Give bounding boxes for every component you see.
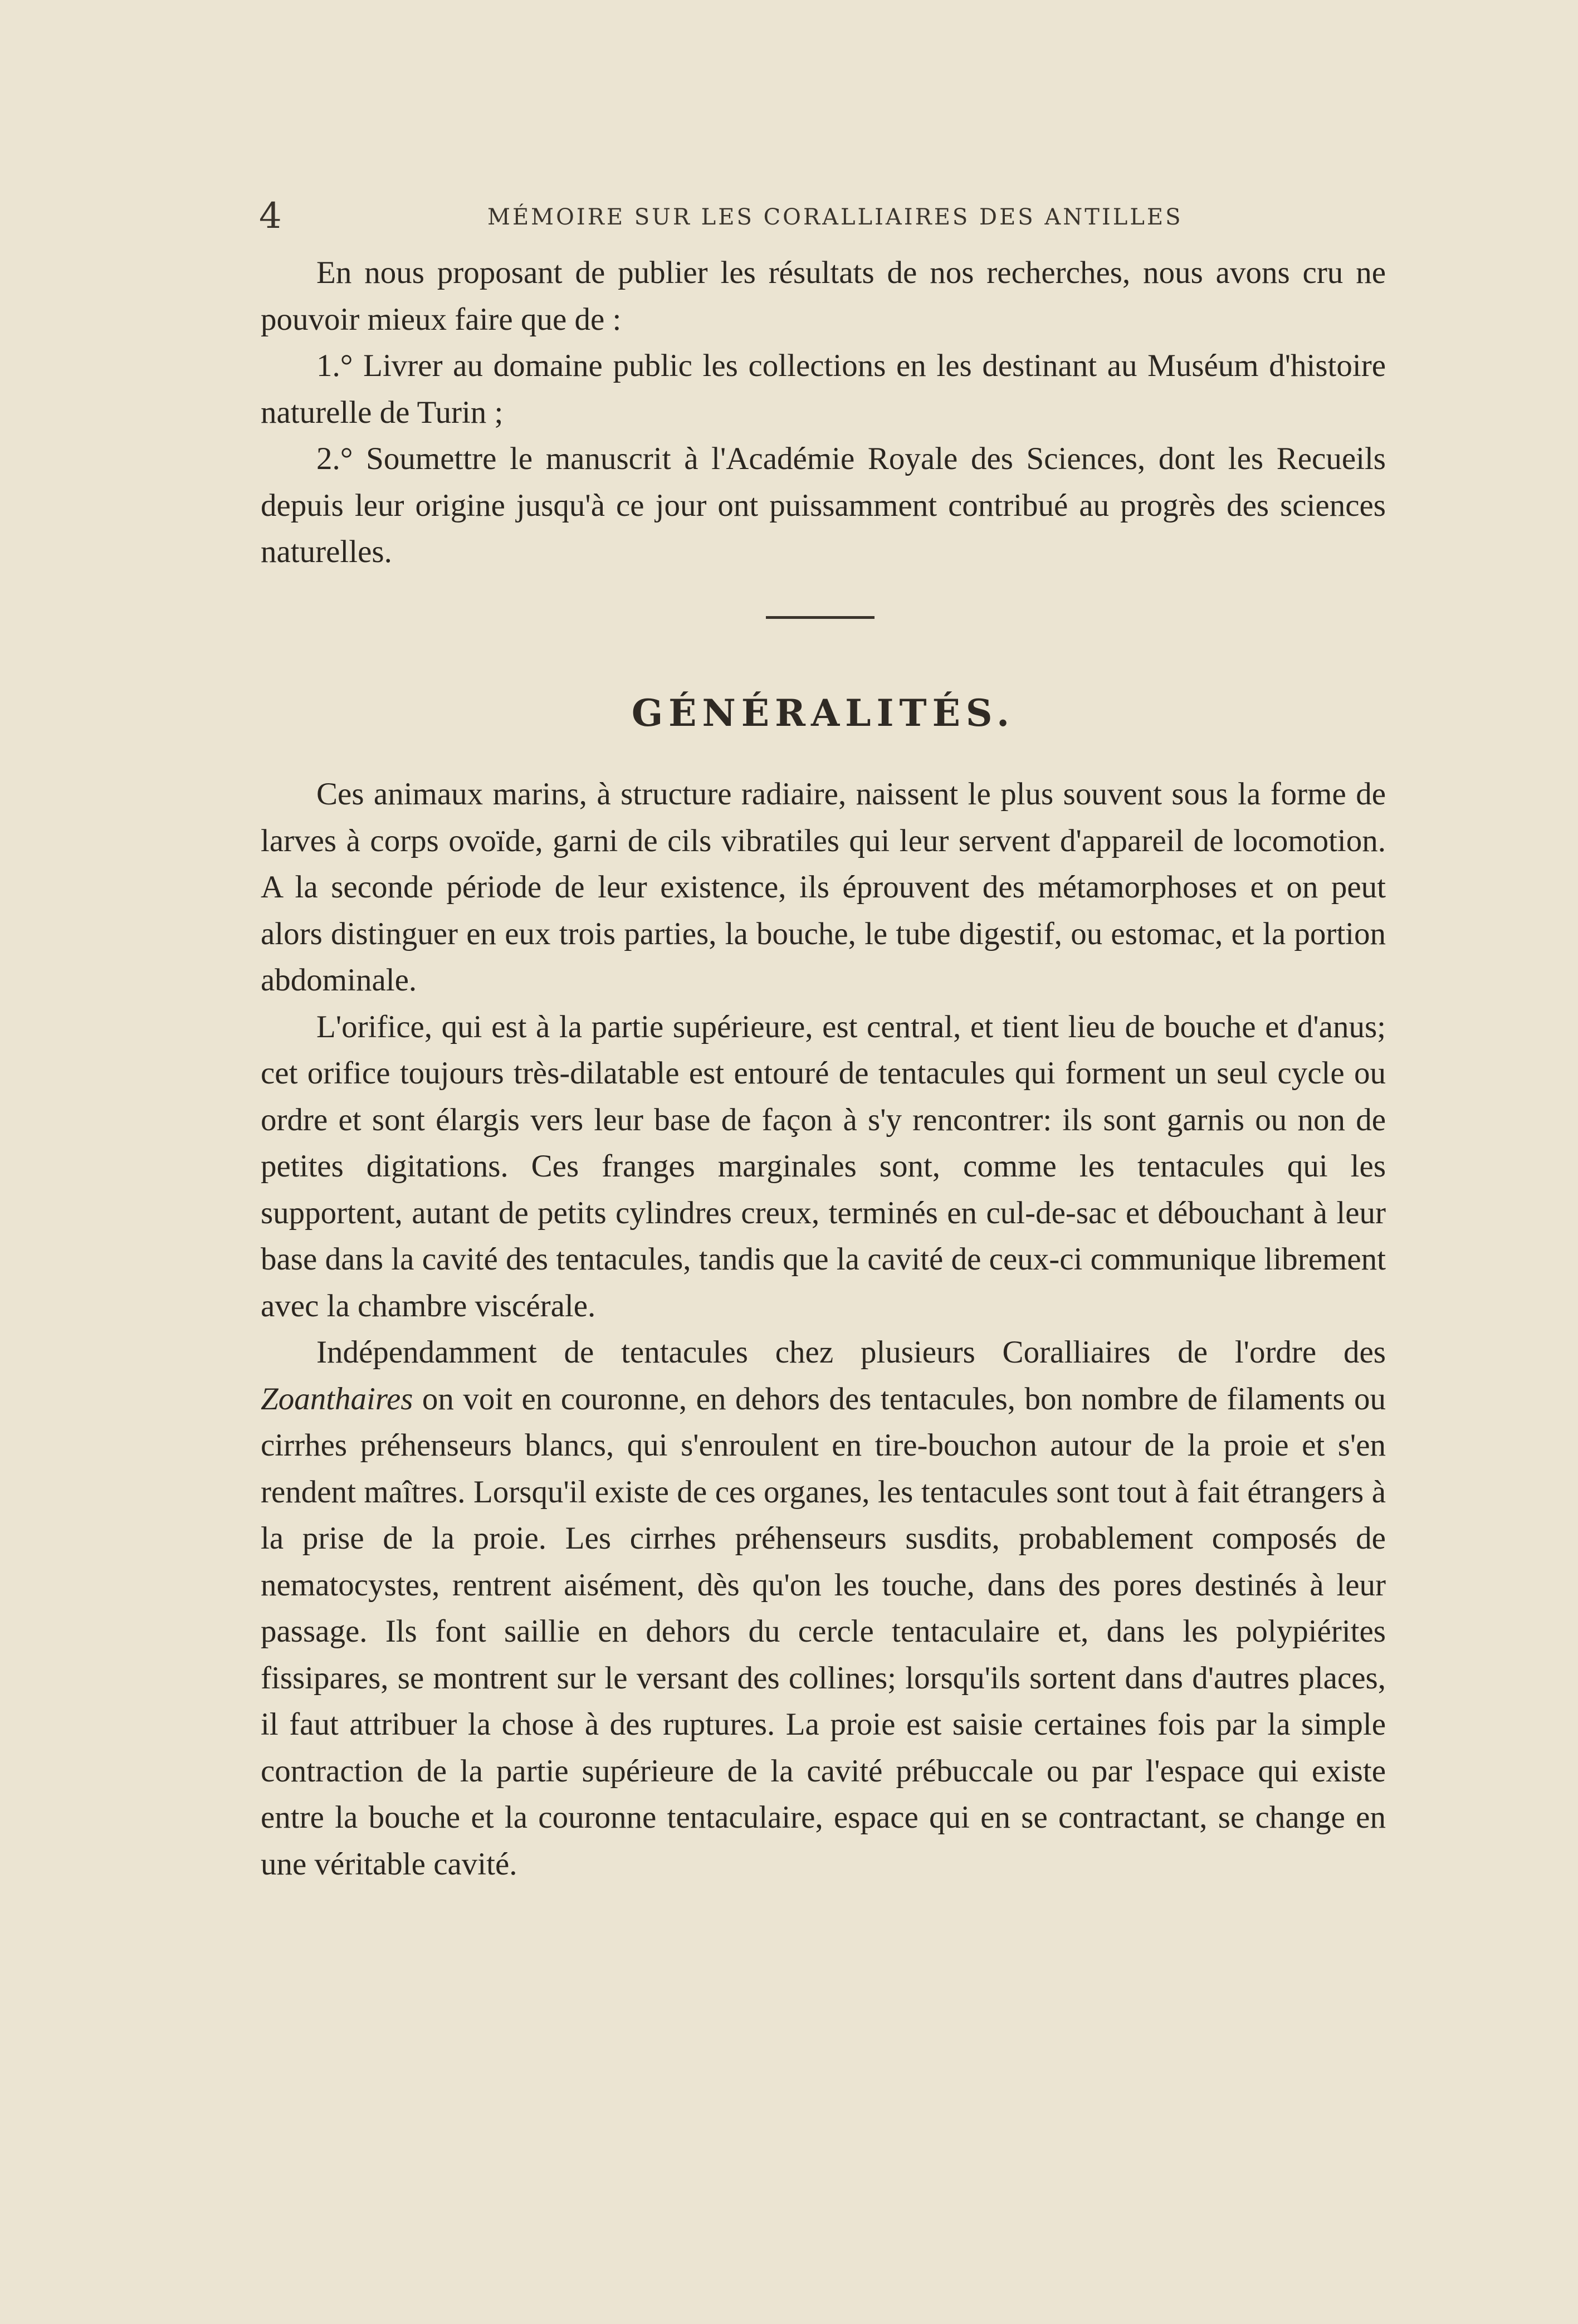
taxon-name-italic: Zoanthaires: [261, 1381, 413, 1417]
page-header: [253, 194, 1384, 238]
body-paragraph-2: L'orifice, qui est à la partie supérieure, est central, et tient lieu de bouche et d'anus; cet orifice toujours très-dilatable est entouré de tentacules qui forment un seul cycle ou ordre et sont élargis vers leur base de façon à s'y rencontrer: ils sont garnis ou non de petites digitations. Ces franges marginales sont, comme les tentacules qui les supportent, autant de petits cylindres creux, terminés en cul-de-sac et débouchant à leur base dans la cavité des tentacules, tandis que la cavité de ceux-ci communique librement avec la chambre viscérale.: [261, 1009, 1386, 1324]
intro-text: [261, 250, 1386, 575]
body-paragraph-3-start: Indépendamment de tentacules chez plusieurs Coralliaires de l'ordre des: [316, 1335, 1386, 1370]
section-heading: GÉNÉRALITÉS.: [631, 691, 1015, 735]
body-paragraph-3: [261, 1329, 1386, 1887]
section-divider: [766, 616, 875, 619]
intro-item-1: 1.° Livrer au domaine public les collections en les destinant au Muséum d'histoire naturelle de Turin ;: [261, 348, 1386, 430]
section-body: [261, 771, 1386, 1887]
body-paragraph-3-rest: on voit en couronne, en dehors des tentacules, bon nombre de filaments ou cirrhes préhenseurs blancs, qui s'enroulent en tire-bouchon autour de la proie et s'en rendent maîtres. Lorsqu'il existe de ces organes, les tentacules sont tout à fait étrangers à la prise de la proie. Les cirrhes préhenseurs susdits, probablement composés de nematocystes, rentrent aisément, dès qu'on les touche, dans des pores destinés à leur passage. Ils font saillie en dehors du cercle tentaculaire et, dans les polypiérites fissipares, se montrent sur le versant des collines; lorsqu'ils sortent dans d'autres places, il faut attribuer la chose à des ruptures. La proie est saisie certaines fois par la simple contraction de la partie supérieure de la cavité prébuccale ou par l'espace qui existe entre la bouche et la couronne tentaculaire, espace qui en se contractant, se change en une véritable cavité.: [261, 1381, 1386, 1882]
intro-paragraph: En nous proposant de publier les résultats de nos recherches, nous avons cru ne pouvoir mieux faire que de :: [261, 255, 1386, 337]
running-title: MÉMOIRE SUR LES CORALLIAIRES DES ANTILLES: [487, 204, 1183, 230]
intro-item-2: 2.° Soumettre le manuscrit à l'Académie Royale des Sciences, dont les Recueils depuis leur origine jusqu'à ce jour ont puissamment contribué au progrès des sciences naturelles.: [261, 441, 1386, 569]
page-number: 4: [259, 196, 282, 237]
body-paragraph-1: Ces animaux marins, à structure radiaire, naissent le plus souvent sous la forme de larves à corps ovoïde, garni de cils vibratiles qui leur servent d'appareil de locomotion. A la seconde période de leur existence, ils éprouvent des métamorphoses et on peut alors distinguer en eux trois parties, la bouche, le tube digestif, ou estomac, et la portion abdominale.: [261, 777, 1386, 998]
